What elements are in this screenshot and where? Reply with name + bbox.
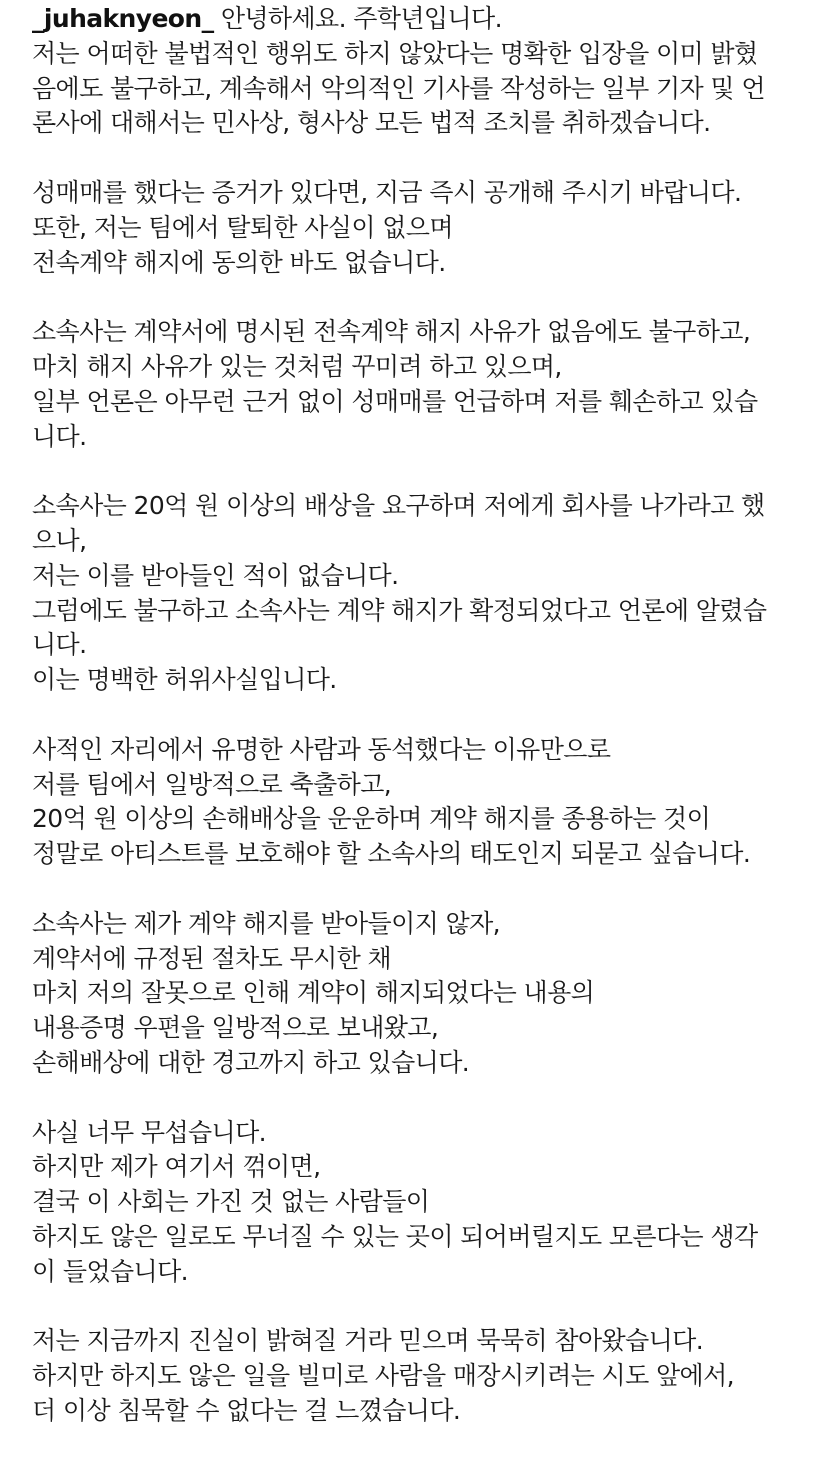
- caption-paragraph: [32, 315, 822, 454]
- caption-paragraph: [32, 176, 822, 280]
- caption-line: 더 이상 침묵할 수 없다는 걸 느꼈습니다.: [32, 1395, 461, 1425]
- paragraph-gap: [32, 141, 822, 176]
- caption-line: 전속계약 해지에 동의한 바도 없습니다.: [32, 247, 446, 277]
- caption-paragraph: [32, 907, 822, 1081]
- caption-line: 저는 어떠한 불법적인 행위도 하지 않았다는 명확한 입장을 이미 밝혔: [32, 38, 758, 68]
- caption-body: [32, 37, 822, 1429]
- caption-line: 그럼에도 불구하고 소속사는 계약 해지가 확정되었다고 언론에 알렸습: [32, 595, 767, 625]
- caption-line: 정말로 아티스트를 보호해야 할 소속사의 태도인지 되묻고 싶습니다.: [32, 839, 751, 869]
- paragraph-gap: [32, 280, 822, 315]
- caption-line: 론사에 대해서는 민사상, 형사상 모든 법적 조치를 취하겠습니다.: [32, 108, 711, 138]
- paragraph-gap: [32, 454, 822, 489]
- caption-line: 음에도 불구하고, 계속해서 악의적인 기사를 작성하는 일부 기자 및 언: [32, 73, 765, 103]
- caption-line: 내용증명 우편을 일방적으로 보내왔고,: [32, 1013, 439, 1043]
- caption-line: 니다.: [32, 630, 87, 660]
- caption-greeting: 안녕하세요. 주학년입니다.: [213, 4, 502, 33]
- caption-line: 성매매를 했다는 증거가 있다면, 지금 즉시 공개해 주시기 바랍니다.: [32, 177, 742, 207]
- caption-line: 소속사는 계약서에 명시된 전속계약 해지 사유가 없음에도 불구하고,: [32, 317, 751, 347]
- paragraph-gap: [32, 1081, 822, 1116]
- caption-line: 마치 저의 잘못으로 인해 계약이 해지되었다는 내용의: [32, 978, 595, 1008]
- caption-line: 소속사는 제가 계약 해지를 받아들이지 않자,: [32, 908, 500, 938]
- paragraph-gap: [32, 1289, 822, 1324]
- paragraph-gap: [32, 698, 822, 733]
- caption-line: 소속사는 20억 원 이상의 배상을 요구하며 저에게 회사를 나가라고 했: [32, 491, 765, 521]
- caption-first-line: [32, 0, 822, 37]
- caption-line: 마치 해지 사유가 있는 것처럼 꾸미려 하고 있으며,: [32, 351, 562, 381]
- caption-line: 저는 이를 받아들인 적이 없습니다.: [32, 560, 399, 590]
- caption-paragraph: [32, 489, 822, 698]
- caption-line: 이는 명백한 허위사실입니다.: [32, 665, 337, 695]
- caption-line: 하지만 제가 여기서 꺾이면,: [32, 1152, 321, 1182]
- caption-paragraph: [32, 733, 822, 872]
- caption-line: 저를 팀에서 일방적으로 축출하고,: [32, 769, 392, 799]
- caption-line: 손해배상에 대한 경고까지 하고 있습니다.: [32, 1047, 470, 1077]
- caption-line: 하지만 하지도 않은 일을 빌미로 사람을 매장시키려는 시도 앞에서,: [32, 1361, 734, 1391]
- caption-line: 사실 너무 무섭습니다.: [32, 1117, 266, 1147]
- username-link[interactable]: _juhaknyeon_: [32, 4, 214, 33]
- caption-line: 하지도 않은 일로도 무너질 수 있는 곳이 되어버릴지도 모른다는 생각: [32, 1221, 758, 1251]
- caption-line: 이 들었습니다.: [32, 1256, 188, 1286]
- caption-line: 저는 지금까지 진실이 밝혀질 거라 믿으며 묵묵히 참아왔습니다.: [32, 1326, 704, 1356]
- post-caption: [32, 0, 822, 1429]
- caption-line: 결국 이 사회는 가진 것 없는 사람들이: [32, 1187, 430, 1217]
- caption-paragraph: [32, 1116, 822, 1290]
- paragraph-gap: [32, 872, 822, 907]
- caption-line: 으나,: [32, 525, 87, 555]
- caption-paragraph: [32, 1324, 822, 1428]
- caption-line: 계약서에 규정된 절차도 무시한 채: [32, 943, 392, 973]
- caption-line: 니다.: [32, 421, 87, 451]
- caption-line: 일부 언론은 아무런 근거 없이 성매매를 언급하며 저를 훼손하고 있습: [32, 386, 758, 416]
- caption-line: 사적인 자리에서 유명한 사람과 동석했다는 이유만으로: [32, 734, 611, 764]
- caption-paragraph: [32, 37, 822, 141]
- caption-line: 20억 원 이상의 손해배상을 운운하며 계약 해지를 종용하는 것이: [32, 804, 711, 834]
- caption-line: 또한, 저는 팀에서 탈퇴한 사실이 없으며: [32, 212, 453, 242]
